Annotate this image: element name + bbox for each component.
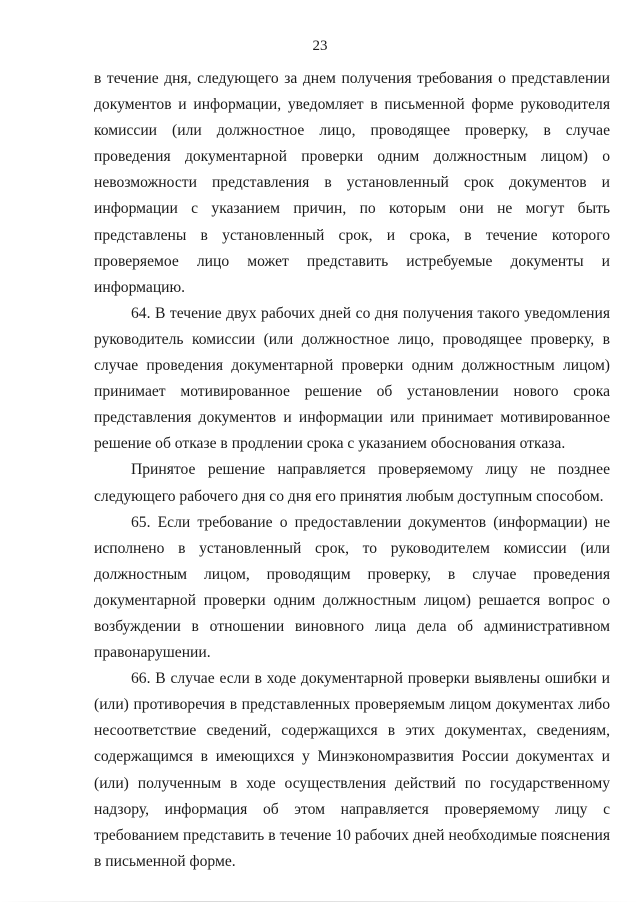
scan-edge-line <box>0 901 640 902</box>
document-body <box>94 66 610 875</box>
paragraph-64-decision: Принятое решение направляется проверяемому лицу не позднее следующего рабочего дня со дня его принятия любым доступным способом. <box>94 461 610 505</box>
paragraph-64: 64. В течение двух рабочих дней со дня получения такого уведомления руководитель комиссии (или должностное лицо, проводящее проверку, в случае проведения документарной проверки одним должностным лицом) принимает мотивированное решение об установлении нового срока представления документов и информации или принимает мотивированное решение об отказе в продлении срока с указанием обоснования отказа. <box>94 304 610 453</box>
paragraph-65: 65. Если требование о предоставлении документов (информации) не исполнено в установленный срок, то руководителем комиссии (или должностным лицом, проводящим проверку, в случае проведения документарной проверки одним должностным лицом) решается вопрос о возбуждении в отношении виновного лица дела об административном правонарушении. <box>94 513 610 662</box>
page-number: 23 <box>312 38 328 54</box>
paragraph-continuation: в течение дня, следующего за днем получения требования о представлении документов и информации, уведомляет в письменной форме руководителя комиссии (или должностное лицо, проводящее проверку, в случае проведения документарной проверки одним должностным лицом) о невозможности представления в установленный срок документов и информации с указанием причин, по которым они не могут быть представлены в установленный срок, и срока, в течение которого проверяемое лицо может представить истребуемые документы и информацию. <box>94 70 610 296</box>
paragraph-66: 66. В случае если в ходе документарной проверки выявлены ошибки и (или) противоречия в представленных проверяемым лицом документах либо несоответствие сведений, содержащихся в этих документах, сведениям, содержащимся в имеющихся у Минэкономразвития России документах и (или) полученным в ходе осуществления действий по государственному надзору, информация об этом направляется проверяемому лицу с требованием представить в течение 10 рабочих дней необходимые пояснения в письменной форме. <box>94 670 610 870</box>
